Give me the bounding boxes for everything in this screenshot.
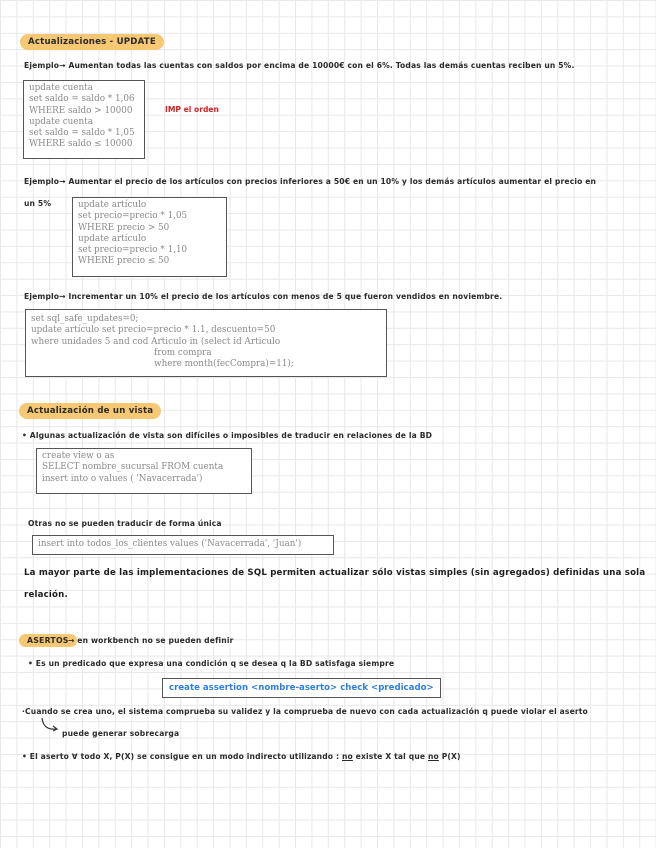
code-line: WHERE precio ≤ 50 [78, 256, 170, 267]
code-line: where unidades 5 and cod Articulo in (select id Articulo [31, 336, 281, 347]
code-line: insert into todos_los_clientes values ('Navacerrada', 'Juan') [38, 539, 302, 549]
view-bullet: • Algunas actualización de vista son difíciles o imposibles de traducir en relaciones de la BD [22, 431, 433, 440]
example-2-text-line1: Ejemplo→ Aumentar el precio de los artículos con precios inferiores a 50€ en un 10% y los demás artículos aumentar el precio en [24, 177, 597, 186]
code-line: update cuenta [29, 83, 93, 93]
code-line: update cuenta [29, 116, 93, 127]
order-note: IMP el orden [165, 105, 219, 114]
code-line: set precio=precio * 1,05 [78, 211, 188, 222]
code-line: WHERE saldo ≤ 10000 [29, 139, 133, 150]
code-line: set sql_safe_updates=0; [31, 314, 139, 324]
code-line: set saldo = saldo * 1,05 [29, 128, 135, 139]
asertos-bullet-3 [22, 752, 461, 761]
code-line: update artículo [78, 233, 147, 244]
asertos-bullet-2: ·Cuando se crea uno, el sistema comprueba su validez y la comprueba de nuevo con cada actualización q puede violar el aserto [22, 707, 588, 716]
section-title-update: Actualizaciones - UPDATE [20, 34, 164, 50]
code-line: update artículo [78, 200, 147, 210]
code-line: where month(fecCompra)=11); [31, 359, 294, 370]
code-line: set saldo = saldo * 1,06 [29, 94, 135, 105]
paragraph-line1: La mayor parte de las implementaciones de SQL permiten actualizar sólo vistas simples (sin agregados) definidas una sola [24, 568, 646, 578]
example-1-code-box [23, 80, 145, 159]
bullet-3-mid: existe X tal que [352, 752, 428, 761]
bullet-3-no-1: no [341, 752, 353, 761]
code-line: set precio=precio * 1,10 [78, 245, 188, 256]
example-3-code-box [25, 309, 387, 377]
bullet-3-pre: • El aserto ∀ todo X, P(X) se consigue en un modo indirecto utilizando : [22, 752, 342, 761]
code-line: SELECT nombre_sucursal FROM cuenta [42, 462, 224, 473]
code-line: create view o as [42, 451, 115, 461]
bullet-3-post: P(X) [438, 752, 461, 761]
view-code-box [36, 448, 252, 494]
code-line: WHERE precio > 50 [78, 222, 170, 233]
asertos-note: → en workbench no se pueden definir [68, 636, 234, 645]
example-1-text: Ejemplo→ Aumentan todas las cuentas con saldos por encima de 10000€ con el 6%. Todas las demás cuentas reciben un 5%. [24, 61, 575, 70]
asertos-bullet-1: • Es un predicado que expresa una condición q se desea q la BD satisfaga siempre [28, 659, 395, 668]
asertos-bullet-2-sub: puede generar sobrecarga [62, 729, 180, 738]
other-text: Otras no se pueden traducir de forma única [28, 519, 222, 528]
example-3-text: Ejemplo→ Incrementar un 10% el precio de los artículos con menos de 5 que fueron vendidos en noviembre. [24, 292, 503, 301]
curved-arrow-icon [38, 717, 60, 733]
bullet-3-no-2: no [427, 752, 439, 761]
section-title-asertos: ASERTOS [19, 634, 77, 647]
code-line: from compra [31, 347, 212, 358]
code-line: WHERE saldo > 10000 [29, 105, 133, 116]
code-line: insert into o values ( 'Navacerrada') [42, 473, 203, 484]
example-2-code-box [72, 197, 227, 277]
example-2-text-line2: un 5% [24, 199, 52, 208]
paragraph-line2: relación. [24, 590, 68, 600]
assertion-syntax-box: create assertion <nombre-aserto> check <predicado> [162, 678, 441, 698]
code-line: update artículo set precio=precio * 1.1, descuento=50 [31, 325, 276, 336]
section-title-view: Actualización de un vista [19, 403, 161, 419]
other-code-box [32, 535, 334, 555]
